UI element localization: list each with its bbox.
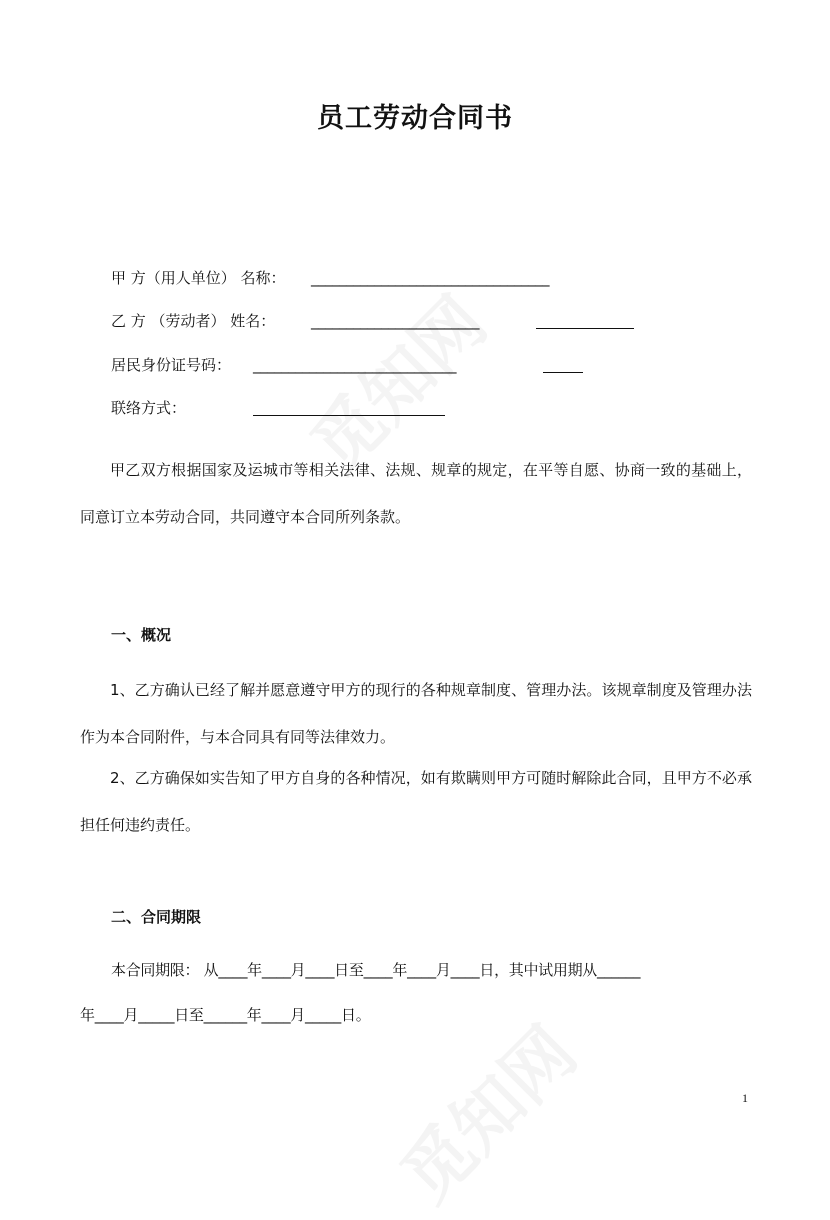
- term-line-1: 本合同期限： 从____年____月____日至____年____月____日，其中试用期从______: [111, 961, 641, 979]
- contact-underline: [253, 399, 445, 416]
- contact-field: [111, 398, 186, 418]
- section-2-heading: 二、合同期限: [111, 908, 202, 926]
- intro-paragraph: 甲乙双方根据国家及运城市等相关法律、法规、规章的规定，在平等自愿、协商一致的基础上，同意订立本劳动合同，共同遵守本合同所列条款。: [80, 461, 752, 526]
- id-number-label: 居民身份证号码：: [111, 356, 232, 374]
- section-1-clause-1: 1、乙方确认已经了解并愿意遵守甲方的现行的各种规章制度、管理办法。该规章制度及管理办法作为本合同附件，与本合同具有同等法律效力。: [80, 681, 752, 746]
- term-line-2: 年____月_____日至______年____月_____日。: [80, 1006, 371, 1024]
- document-title: 员工劳动合同书: [317, 103, 513, 134]
- id-number-blank: _____________________________: [253, 356, 456, 374]
- party-b-name-blank: ________________________: [311, 312, 479, 330]
- id-number-field: [111, 355, 456, 375]
- party-b-label: 乙 方 （劳动者） 姓名：: [111, 312, 276, 330]
- party-b-field: [111, 311, 479, 331]
- party-b-name-underline: [536, 312, 634, 329]
- watermark-lower: [375, 1001, 595, 1220]
- party-a-label: 甲 方（用人单位） 名称：: [111, 269, 286, 287]
- contact-label: 联络方式：: [111, 399, 187, 417]
- section-1-clause-2: 2、乙方确保如实告知了甲方自身的各种情况，如有欺瞒则甲方可随时解除此合同，且甲方不必承担任何违约责任。: [80, 769, 752, 834]
- page-number: 1: [742, 1091, 748, 1105]
- id-number-underline: [543, 356, 583, 373]
- section-1-heading: 一、概况: [111, 626, 172, 644]
- party-a-field: [111, 268, 549, 288]
- party-a-name-blank: __________________________________: [311, 269, 549, 287]
